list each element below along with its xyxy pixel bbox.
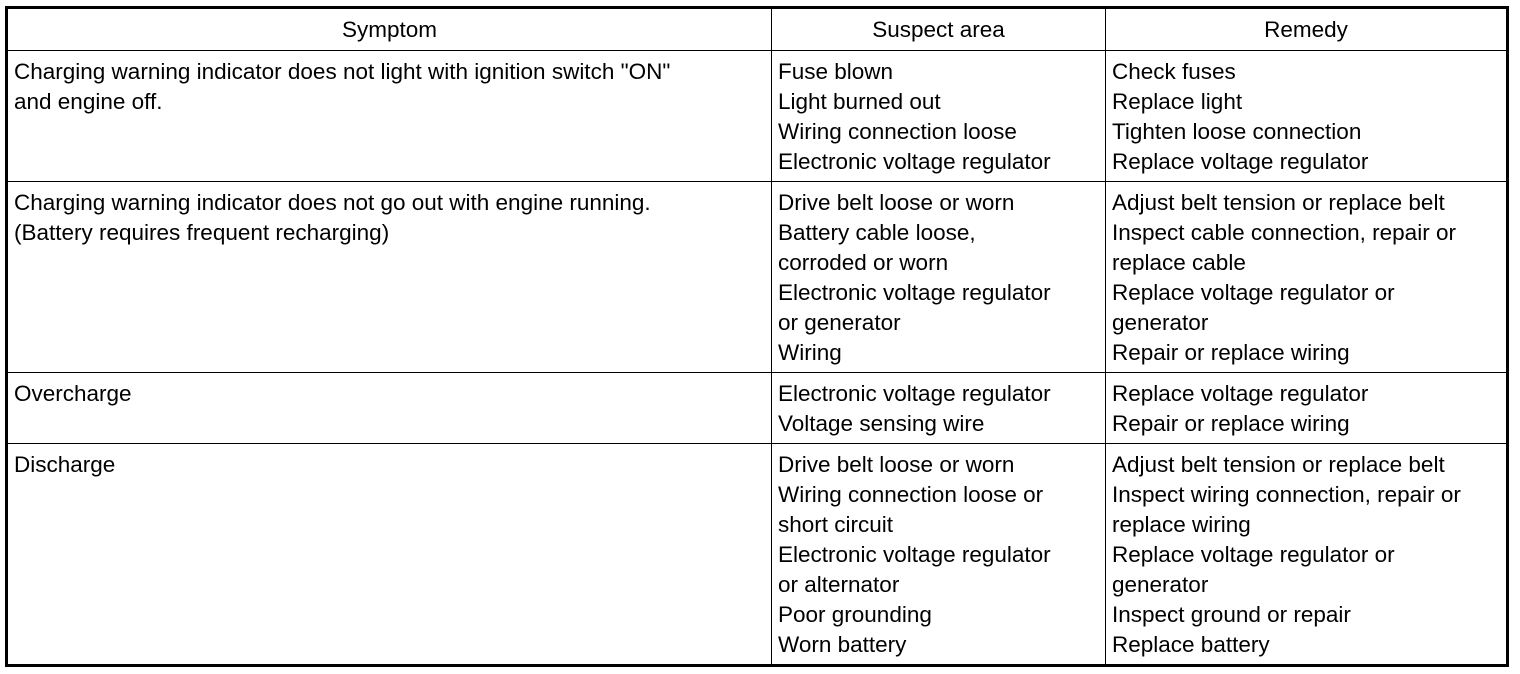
table-row (7, 51, 1508, 182)
table-row (7, 373, 1508, 444)
symptom-cell (7, 373, 772, 444)
remedy-line: Tighten loose connection (1112, 119, 1362, 144)
remedy-line: Adjust belt tension or replace belt (1112, 452, 1445, 477)
suspect-area-line: Electronic voltage regulator (778, 542, 1051, 567)
suspect-area-line: Worn battery (778, 632, 907, 657)
suspect-area-line: Wiring (778, 340, 842, 365)
header-row (7, 8, 1508, 51)
suspect-area-line: Electronic voltage regulator (778, 149, 1051, 174)
remedy-line: Inspect wiring connection, repair or (1112, 482, 1461, 507)
suspect-area-line: or generator (778, 310, 901, 335)
suspect-area-line: Voltage sensing wire (778, 411, 985, 436)
suspect-area-line: Wiring connection loose or (778, 482, 1044, 507)
suspect-area-line: Electronic voltage regulator (778, 280, 1051, 305)
symptom-line: Charging warning indicator does not light with ignition switch "ON" (14, 59, 671, 84)
suspect-area-line: Drive belt loose or worn (778, 190, 1015, 215)
remedy-line: Check fuses (1112, 59, 1236, 84)
suspect-area-cell (772, 373, 1106, 444)
table-body (7, 51, 1508, 666)
suspect-area-line: short circuit (778, 512, 894, 537)
suspect-area-line: Electronic voltage regulator (778, 381, 1051, 406)
header-symptom: Symptom (7, 8, 772, 51)
table-row (7, 444, 1508, 666)
remedy-line: Replace voltage regulator (1112, 381, 1369, 406)
suspect-area-line: Fuse blown (778, 59, 894, 84)
symptom-cell (7, 182, 772, 373)
remedy-cell (1106, 373, 1508, 444)
remedy-line: Replace voltage regulator (1112, 149, 1369, 174)
symptom-cell (7, 51, 772, 182)
remedy-line: Adjust belt tension or replace belt (1112, 190, 1445, 215)
remedy-line: replace wiring (1112, 512, 1251, 537)
troubleshooting-table (5, 6, 1509, 667)
remedy-line: Replace light (1112, 89, 1243, 114)
remedy-line: replace cable (1112, 250, 1246, 275)
remedy-line: generator (1112, 310, 1209, 335)
remedy-cell (1106, 182, 1508, 373)
remedy-line: generator (1112, 572, 1209, 597)
symptom-line: Charging warning indicator does not go out with engine running. (14, 190, 651, 215)
suspect-area-line: Light burned out (778, 89, 941, 114)
suspect-area-line: Poor grounding (778, 602, 932, 627)
symptom-line: Discharge (14, 452, 116, 477)
suspect-area-cell (772, 51, 1106, 182)
suspect-area-line: Battery cable loose, (778, 220, 976, 245)
table-row (7, 182, 1508, 373)
suspect-area-line: or alternator (778, 572, 900, 597)
remedy-line: Inspect ground or repair (1112, 602, 1351, 627)
symptom-line: (Battery requires frequent recharging) (14, 220, 390, 245)
remedy-cell (1106, 444, 1508, 666)
suspect-area-line: Wiring connection loose (778, 119, 1017, 144)
remedy-cell (1106, 51, 1508, 182)
remedy-line: Repair or replace wiring (1112, 411, 1350, 436)
suspect-area-line: Drive belt loose or worn (778, 452, 1015, 477)
symptom-line: Overcharge (14, 381, 132, 406)
header-suspect-area: Suspect area (772, 8, 1106, 51)
remedy-line: Replace voltage regulator or (1112, 542, 1395, 567)
remedy-line: Repair or replace wiring (1112, 340, 1350, 365)
suspect-area-cell (772, 182, 1106, 373)
header-remedy: Remedy (1106, 8, 1508, 51)
remedy-line: Replace battery (1112, 632, 1270, 657)
symptom-line: and engine off. (14, 89, 163, 114)
remedy-line: Inspect cable connection, repair or (1112, 220, 1456, 245)
symptom-cell (7, 444, 772, 666)
suspect-area-line: corroded or worn (778, 250, 949, 275)
suspect-area-cell (772, 444, 1106, 666)
remedy-line: Replace voltage regulator or (1112, 280, 1395, 305)
